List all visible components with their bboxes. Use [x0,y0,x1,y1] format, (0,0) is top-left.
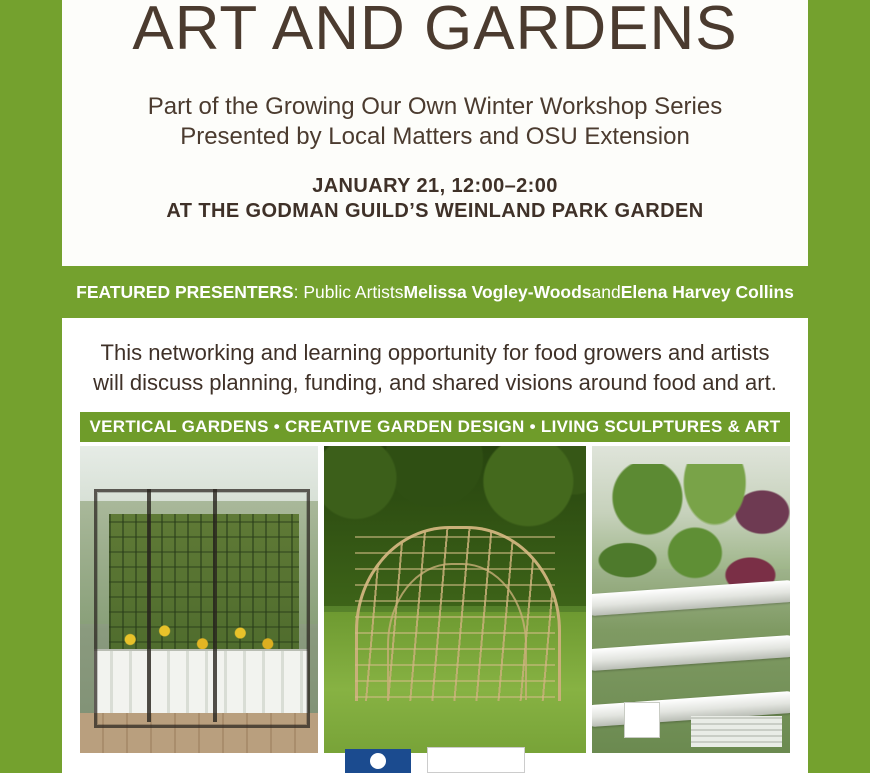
presenter-name-1: Melissa Vogley-Woods [403,281,592,302]
photo-gallery [80,446,790,753]
event-location-text: AT THE GODMAN GUILD’S WEINLAND PARK GARDEN [166,200,704,222]
photo-vertical-garden [80,446,318,753]
featured-presenters-label: FEATURED PRESENTERS [76,281,294,302]
sponsor-logos-row [62,749,808,773]
sponsor-logo-white [427,747,525,773]
poster-subtitle [62,58,808,152]
photo3-garden-sign [624,702,660,738]
event-datetime [62,152,808,224]
event-description [62,318,808,398]
poster-subtitle-line1: Part of the Growing Our Own Winter Workshop Series [147,93,723,120]
event-date-time-text: JANUARY 21, 12:00–2:00 [312,175,558,197]
presenter-conjunction: and [591,281,621,302]
sponsor-logo-blue [345,749,411,773]
poster-header-panel [62,0,808,266]
photo1-post-left [147,489,151,722]
featured-presenters-lead: : Public Artists [293,281,404,302]
photo1-post-right [213,489,217,722]
event-description-line1: This networking and learning opportunity for food growers and artists [100,340,770,365]
photo1-scaffold-frame [94,489,309,728]
event-description-line2: will discuss planning, funding, and shared visions around food and art. [93,370,777,395]
page-title: ART AND GARDENS [132,0,738,63]
presenter-name-2: Elena Harvey Collins [620,281,794,302]
photo-hydroponic-pipes [592,446,790,753]
topics-band: VERTICAL GARDENS • CREATIVE GARDEN DESIGN • LIVING SCULPTURES & ART [80,412,790,442]
featured-presenters-band [62,266,808,318]
photo3-bench [691,716,782,747]
photo-willow-arch [324,446,586,753]
poster-subtitle-line2: Presented by Local Matters and OSU Extension [180,123,690,150]
sponsor-logo-mark-icon [370,753,386,769]
poster-body-panel [62,318,808,773]
photo3-foliage [592,464,790,648]
